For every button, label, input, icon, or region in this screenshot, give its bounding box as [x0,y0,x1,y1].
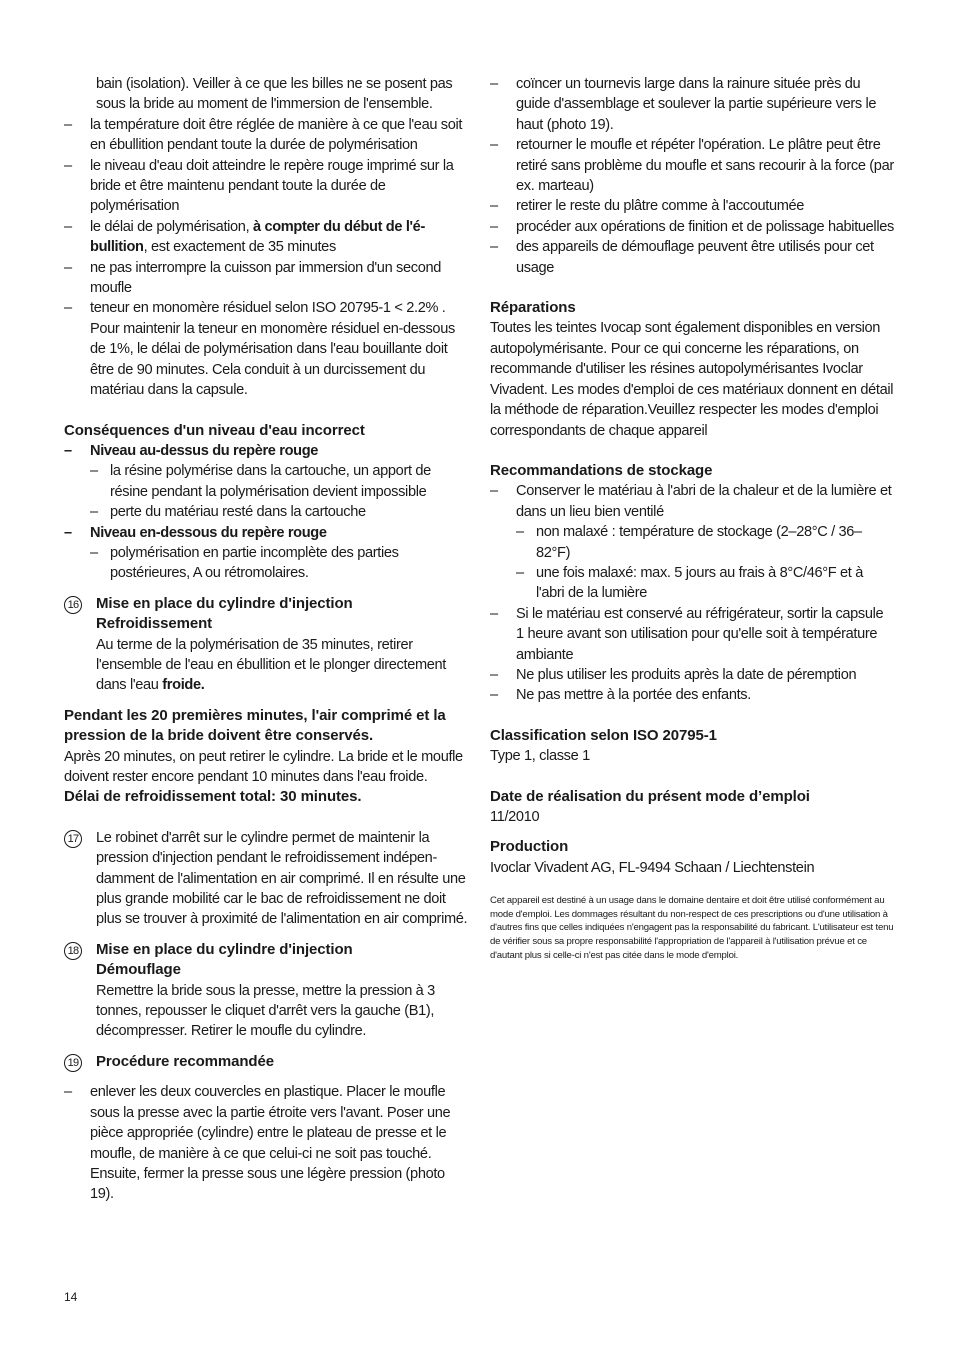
list-item: – retirer le reste du plâtre comme à l'accoutumée [490,196,894,216]
list-item: – polymérisation en partie incomplète des parties postérieures, A ou rétromolaires. [90,543,468,584]
list-item: – une fois malaxé: max. 5 jours au frais à 8°C/46°F et à l'abri de la lumière [516,563,894,604]
page-number: 14 [64,1290,78,1304]
section-16-title: Mise en place du cylindre d'injection [96,594,353,612]
repairs-heading: Réparations [490,299,576,317]
section-18-subtitle: Démouflage [96,961,181,979]
date-heading: Date de réalisation du présent mode d’emploi [490,787,810,805]
section-18-title: Mise en place du cylindre d'injection [96,940,353,958]
section-17 [64,828,468,930]
section-19-title: Procédure recommandée [96,1052,274,1070]
date-body: 11/2010 [490,809,540,825]
step-16-badge: 16 [64,596,82,614]
section-18 [64,940,468,1042]
list-item: – Conserver le matériau à l'abri de la chaleur et de la lumière et dans un lieu bien ventilé [490,481,894,522]
storage-heading: Recommandations de stockage [490,461,713,479]
list-item-delay: – le délai de polymérisation, à compter du début de l'ébullition, est exactement de 35 minutes [64,217,468,258]
list-item: – le niveau d'eau doit atteindre le repère rouge imprimé sur la bride et être maintenu pendant toute la durée de polymérisation [64,156,468,217]
section-16-body: Au terme de la polymérisation de 35 minutes, retirer l'ensemble de l'eau en ébullition et le plonger directement dans l'eau froide. [96,636,447,694]
list-item: – la température doit être réglée de manière à ce que l'eau soit en ébullition pendant toute la durée de polymérisation [64,115,468,156]
consequences-heading: Conséquences d'un niveau d'eau incorrect [64,421,365,439]
list-item: – non malaxé : température de stockage (2–28°C / 36–82°F) [516,522,894,563]
section-16 [64,594,468,696]
classification-heading: Classification selon ISO 20795-1 [490,726,717,744]
list-item: – Ne plus utiliser les produits après la date de péremption [490,665,894,685]
list-item: – coïncer un tournevis large dans la rainure située près du guide d'assemblage et soulever la partie supérieure vers le haut (photo 19). [490,74,894,135]
disclaimer: Cet appareil est destiné à un usage dans le domaine dentaire et doit être utilisé conformément au mode d'emploi. Les dommages résultant du non-respect de ces prescriptions ou d'une utilisation à d'autres fins que celles indiquées n'engagent pas la responsabilité du fabricant. L'utilisateur est tenu de vérifier sous sa propre responsabilité l'appropriation de l'appareil à l'utilisation prévue et ce d'autant plus si celle-ci n'est pas citée dans le mode d'emploi. [490,895,894,961]
step-19-badge: 19 [64,1054,82,1072]
left-column [64,74,468,1205]
above-label: – Niveau au-dessus du repère rouge [64,441,468,461]
list-item: – procéder aux opérations de finition et de polissage habituelles [490,217,894,237]
list-item: – teneur en monomère résiduel selon ISO 20795-1 < 2.2% . Pour maintenir la teneur en monomère résiduel en-dessous de 1%, le délai de polymérisation dans l'eau bouillante doit être de 90 minutes. Cela conduit à un durcissement du matériau dans la capsule. [64,298,468,400]
list-item: – Si le matériau est conservé au réfrigérateur, sortir la capsule 1 heure avant son utilisation pour qu'elle soit à température ambiante [490,604,894,665]
right-column [490,74,894,962]
section-19 [64,1052,468,1072]
list-item: – Ne pas mettre à la portée des enfants. [490,685,894,705]
step-18-badge: 18 [64,942,82,960]
pressure-text: Après 20 minutes, on peut retirer le cylindre. La bride et le moufle doivent rester encore pendant 10 minutes dans l'eau froide. [64,748,463,785]
production-body: Ivoclar Vivadent AG, FL-9494 Schaan / Liechtenstein [490,859,815,876]
list-item: – retourner le moufle et répéter l'opération. Le plâtre peut être retiré sans problème du moufle et sans recourir à la force (par ex. marteau) [490,135,894,196]
section-16-subtitle: Refroidissement [96,615,213,633]
repairs-body: Toutes les teintes Ivocap sont également disponibles en version autopolymérisante. Pour ce qui concerne les réparations, on recommande d'utiliser les résines autopolymérisantes Ivoclar Vivadent. Les modes d'emploi de ces matériaux donnent en détail la méthode de réparation.Veuillez respecter les modes d'emploi correspondants de chaque appareil [490,320,894,439]
list-item: – la résine polymérise dans la cartouche, un apport de résine pendant la polymérisation devient impossible [90,461,468,502]
list-item: – ne pas interrompre la cuisson par immersion d'un second moufle [64,258,468,299]
below-label: – Niveau en-dessous du repère rouge [64,523,468,543]
classification-body: Type 1, classe 1 [490,748,590,765]
section-17-body: Le robinet d'arrêt sur le cylindre permet de maintenir la pression d'injection pendant le refroidissement indépendamment de l'alimentation en air comprimé. Il en résulte une plus grande mobilité car le bac de refroidissement ne doit plus se trouver à proximité de l'alimentation en air comprimé. [96,829,468,928]
cooling-total: Délai de refroidissement total: 30 minutes. [64,788,362,806]
production-heading: Production [490,838,569,856]
step-17-badge: 17 [64,830,82,848]
section-18-body: Remettre la bride sous la presse, mettre la pression à 3 tonnes, repousser le cliquet d'arrêt vers la gauche (B1), décompresser. Retirer le moufle du cylindre. [96,982,435,1040]
list-item: – enlever les deux couvercles en plastique. Placer le moufle sous la presse avec la partie étroite vers l'avant. Poser une pièce appropriée (cylindre) entre le plateau de presse et le moufle, de manière à ce que celui-ci ne soit pas touché. Ensuite, fermer la presse sous une légère pression (photo 19). [64,1082,468,1204]
pressure-note: Pendant les 20 premières minutes, l'air comprimé et la pression de la bride doivent être conservés. [64,706,446,745]
list-item: – perte du matériau resté dans la cartouche [90,502,468,522]
list-item: – des appareils de démouflage peuvent être utilisés pour cet usage [490,237,894,278]
intro-continuation: bain (isolation). Veiller à ce que les billes ne se posent pas sous la bride au moment de l'immersion de l'ensemble. [96,76,453,113]
